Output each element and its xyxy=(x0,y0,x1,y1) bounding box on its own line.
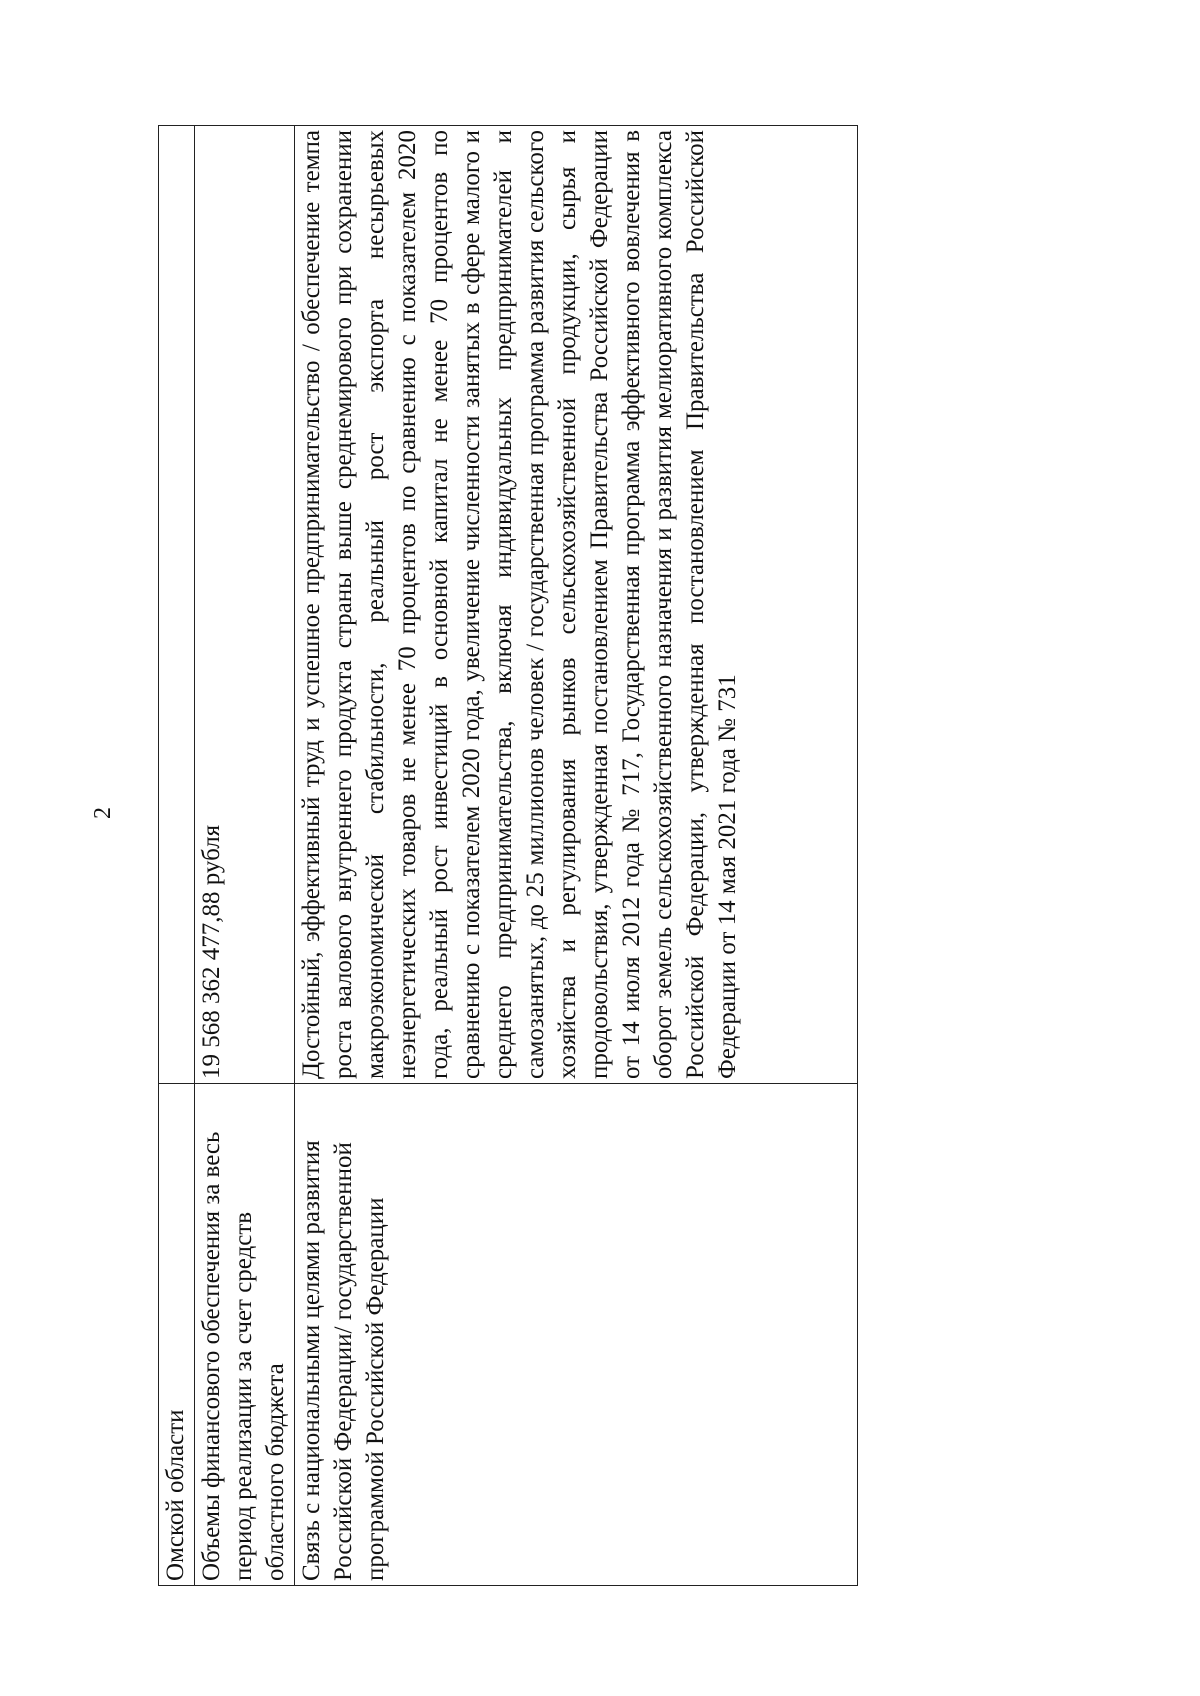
passport-table-wrapper xyxy=(158,126,858,1586)
row-label-financing: Объемы финансового обеспечения за весь период реализации за счет средств областного бюджета xyxy=(195,1084,295,1586)
row-value xyxy=(159,126,195,1084)
table-row xyxy=(195,126,295,1586)
row-label-national-goals: Связь с национальными целями развития Российской Федерации/ государственной программой Российской Федерации xyxy=(295,1084,858,1586)
page-number: 2 xyxy=(90,807,116,819)
row-label: Омской области xyxy=(159,1084,195,1586)
table-row xyxy=(295,126,858,1586)
table-row xyxy=(159,126,195,1586)
row-value-national-goals: Достойный, эффективный труд и успешное предпринимательство / обеспечение темпа роста валового внутреннего продукта страны выше среднемирового при сохранении макроэкономической стабильности, реальный рост экспорта несырьевых неэнергетических товаров не менее 70 процентов по сравнению с показателем 2020 года, реальный рост инвестиций в основной капитал не менее 70 процентов по сравнению с показателем 2020 года, увеличение численности занятых в сфере малого и среднего предпринимательства, включая индивидуальных предпринимателей и самозанятых, до 25 миллионов человек / государственная программа развития сельского хозяйства и регулирования рынков сельскохозяйственной продукции, сырья и продовольствия, утвержденная постановлением Правительства Российской Федерации от 14 июля 2012 года № 717, Государственная программа эффективного вовлечения в оборот земель сельскохозяйственного назначения и развития мелиоративного комплекса Российской Федерации, утвержденная постановлением Правительства Российской Федерации от 14 мая 2021 года № 731 xyxy=(295,126,858,1084)
passport-table xyxy=(158,125,858,1586)
row-value-financing-amount: 19 568 362 477,88 рубля xyxy=(195,126,295,1084)
